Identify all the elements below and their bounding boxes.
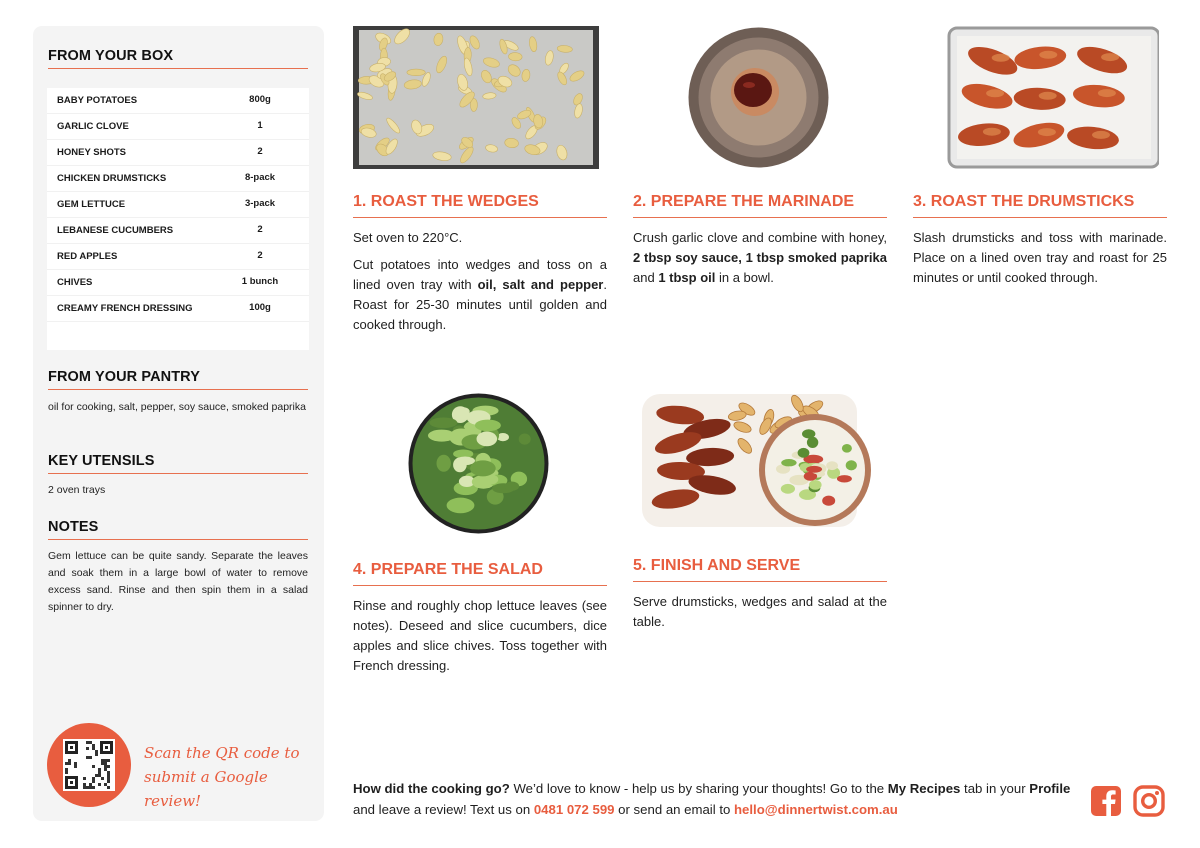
table-row bbox=[47, 166, 309, 192]
text-run: and bbox=[633, 270, 659, 285]
step-paragraph bbox=[353, 596, 607, 676]
step-title: 4. PREPARE THE SALAD bbox=[353, 561, 607, 586]
bold-ingredient: oil, salt and pepper bbox=[477, 277, 604, 292]
qr-code[interactable] bbox=[63, 739, 115, 791]
ingredient-qty: 3-pack bbox=[244, 198, 276, 209]
ingredient-qty: 8-pack bbox=[244, 172, 276, 183]
step-paragraph bbox=[633, 228, 887, 288]
text-run: or send an email to bbox=[614, 802, 734, 817]
ingredient-qty: 1 bunch bbox=[241, 276, 279, 287]
qr-finder bbox=[65, 741, 78, 754]
text-run: . Roast for 25-30 minutes until golden and cooked through. bbox=[353, 277, 607, 332]
bold-text: Profile bbox=[1029, 781, 1071, 796]
key-utensils-heading: KEY UTENSILS bbox=[48, 453, 308, 474]
step-paragraph bbox=[353, 255, 607, 335]
utensils-text: 2 oven trays bbox=[48, 484, 106, 496]
table-row bbox=[47, 244, 309, 270]
step-paragraph bbox=[913, 228, 1167, 288]
table-row bbox=[47, 270, 309, 296]
ingredients-sidebar bbox=[33, 26, 324, 821]
table-row bbox=[47, 114, 309, 140]
qr-review-caption bbox=[144, 741, 314, 813]
bold-ingredient: 2 tbsp soy sauce, 1 tbsp smoked paprika bbox=[633, 250, 887, 265]
salad-bowl-photo bbox=[407, 392, 550, 535]
text-run: Rinse and roughly chop lettuce leaves (see notes). Deseed and slice cucumbers, dice apples and slice chives. Toss together with French dressing. bbox=[353, 598, 607, 673]
contact-link[interactable]: hello@dinnertwist.com.au bbox=[734, 802, 898, 817]
text-run: We’d love to know - help us by sharing your thoughts! Go to the bbox=[509, 781, 888, 796]
text-run: Crush garlic clove and combine with honey, bbox=[633, 230, 887, 245]
table-row bbox=[47, 218, 309, 244]
step-paragraph bbox=[353, 228, 607, 248]
ingredient-name: GARLIC CLOVE bbox=[57, 121, 129, 132]
ingredient-name: HONEY SHOTS bbox=[57, 147, 126, 158]
ingredient-qty: 2 bbox=[257, 224, 263, 235]
ingredient-qty: 100g bbox=[249, 302, 271, 313]
ingredient-qty: 2 bbox=[257, 146, 263, 157]
step-text bbox=[353, 596, 607, 683]
ingredient-name: CHICKEN DRUMSTICKS bbox=[57, 173, 167, 184]
ingredient-name: LEBANESE CUCUMBERS bbox=[57, 225, 174, 236]
ingredient-name: RED APPLES bbox=[57, 251, 118, 262]
step-text bbox=[913, 228, 1167, 295]
text-run: Cut potatoes into wedges and toss on a lined oven tray with bbox=[353, 257, 607, 292]
ingredient-qty: 2 bbox=[257, 250, 263, 261]
bold-ingredient: 1 tbsp oil bbox=[658, 270, 716, 285]
ingredient-qty: 1 bbox=[257, 120, 263, 131]
text-run: Slash drumsticks and toss with marinade. Place on a lined oven tray and roast for 25 minutes or until cooked through. bbox=[913, 230, 1167, 285]
ingredient-name: CREAMY FRENCH DRESSING bbox=[57, 303, 193, 314]
qr-finder bbox=[100, 741, 113, 754]
finished-plate-photo bbox=[642, 390, 872, 535]
qr-finder bbox=[65, 776, 78, 789]
notes-text: Gem lettuce can be quite sandy. Separate the leaves and soak them in a large bowl of water to remove excess sand. Rinse and then spin them in a salad spinner to dry. bbox=[48, 550, 308, 613]
step-title: 2. PREPARE THE MARINADE bbox=[633, 193, 887, 218]
text-run: and leave a review! Text us on bbox=[353, 802, 534, 817]
ingredient-name: CHIVES bbox=[57, 277, 93, 288]
bold-text: How did the cooking go? bbox=[353, 781, 510, 796]
step-title: 3. ROAST THE DRUMSTICKS bbox=[913, 193, 1167, 218]
step-paragraph bbox=[633, 592, 887, 632]
roasted-drumsticks-photo bbox=[913, 26, 1159, 169]
table-row bbox=[47, 140, 309, 166]
qr-caption-line: submit a Google review! bbox=[144, 768, 268, 810]
step-text bbox=[633, 228, 887, 295]
table-row bbox=[47, 88, 309, 114]
pantry-text: oil for cooking, salt, pepper, soy sauce, smoked paprika bbox=[48, 401, 306, 413]
table-row bbox=[47, 192, 309, 218]
text-run: tab in your bbox=[960, 781, 1030, 796]
text-run: Set oven to 220°C. bbox=[353, 230, 463, 245]
review-footer-text bbox=[353, 778, 1071, 820]
step-title: 1. ROAST THE WEDGES bbox=[353, 193, 607, 218]
ingredient-qty: 800g bbox=[249, 94, 271, 105]
text-run: in a bowl. bbox=[715, 270, 774, 285]
marinade-bowl-photo bbox=[687, 26, 830, 169]
from-your-box-heading: FROM YOUR BOX bbox=[48, 48, 308, 69]
step-text bbox=[633, 592, 887, 639]
qr-caption-line: Scan the QR code to bbox=[144, 744, 300, 762]
step-title: 5. FINISH AND SERVE bbox=[633, 557, 887, 582]
ingredient-name: GEM LETTUCE bbox=[57, 199, 126, 210]
table-row bbox=[47, 296, 309, 322]
bold-text: My Recipes bbox=[887, 781, 961, 796]
step-text bbox=[353, 228, 607, 342]
qr-code-badge[interactable] bbox=[47, 723, 131, 807]
ingredient-name: BABY POTATOES bbox=[57, 95, 138, 106]
text-run: Serve drumsticks, wedges and salad at the table. bbox=[633, 594, 887, 629]
from-your-pantry-heading: FROM YOUR PANTRY bbox=[48, 369, 308, 390]
roasted-potato-wedges-photo bbox=[353, 26, 599, 169]
ingredients-table bbox=[47, 88, 309, 350]
contact-link[interactable]: 0481 072 599 bbox=[533, 802, 615, 817]
notes-heading: NOTES bbox=[48, 519, 308, 540]
instagram-icon[interactable] bbox=[1133, 785, 1165, 817]
facebook-icon[interactable] bbox=[1090, 785, 1122, 817]
